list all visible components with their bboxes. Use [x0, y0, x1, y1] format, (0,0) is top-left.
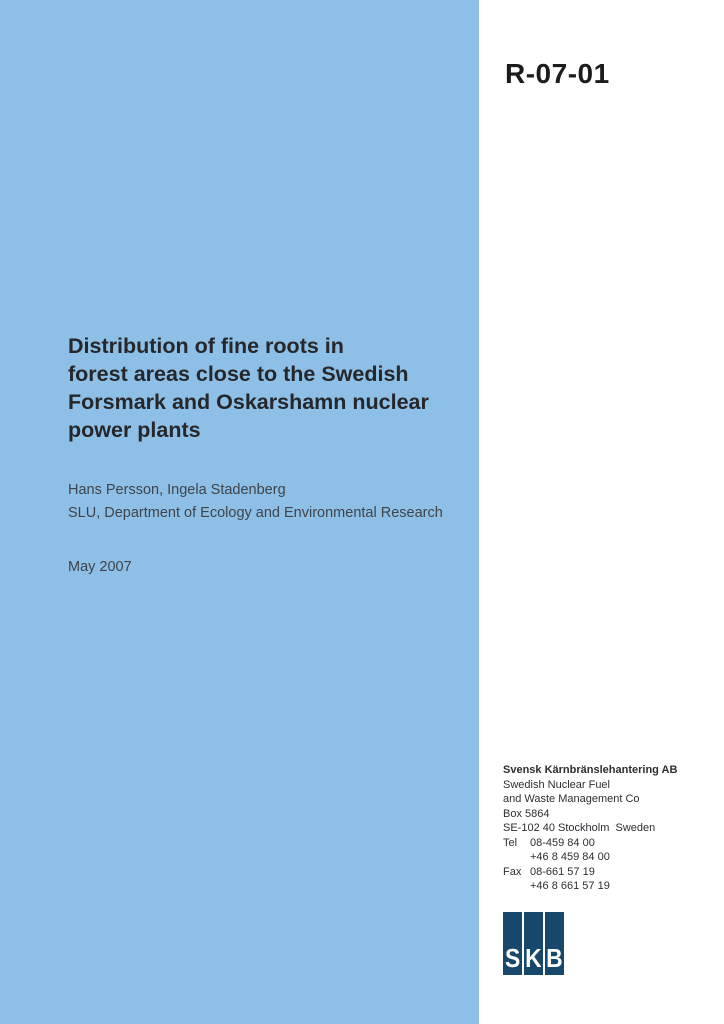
- publisher-address-line: Box 5864: [503, 807, 550, 820]
- skb-logo: [503, 912, 564, 975]
- fax-number-international: +46 8 661 57 19: [530, 880, 610, 892]
- publisher-address-line: SE-102 40 Stockholm Sweden: [503, 822, 656, 834]
- tel-label: Tel: [503, 836, 518, 849]
- skb-logo-letter: K: [525, 943, 542, 973]
- author-affiliation: SLU, Department of Ecology and Environmental Research: [68, 505, 443, 521]
- report-title-line: Forsmark and Oskarshamn nuclear: [68, 390, 429, 414]
- skb-logo-letter: B: [546, 943, 563, 973]
- author-names: Hans Persson, Ingela Stadenberg: [68, 482, 286, 498]
- publisher-address-line: and Waste Management Co: [503, 793, 640, 805]
- report-title: [68, 332, 463, 444]
- fax-label: Fax: [503, 865, 522, 878]
- publisher-info-block: [503, 763, 718, 894]
- skb-logo-letter: S: [504, 943, 521, 973]
- report-title-line: forest areas close to the Swedish: [68, 362, 409, 386]
- skb-logo-bar: [503, 912, 522, 975]
- fax-label-spacer: [503, 879, 530, 894]
- authors-block: [68, 479, 443, 525]
- report-title-line: Distribution of fine roots in: [68, 334, 344, 358]
- skb-logo-bar: [524, 912, 543, 975]
- publisher-name: Svensk Kärnbränslehantering AB: [503, 764, 678, 776]
- report-number: R-07-01: [505, 58, 610, 89]
- publication-date: May 2007: [68, 559, 132, 575]
- tel-number-local: 08-459 84 00: [530, 836, 595, 849]
- report-title-line: power plants: [68, 418, 201, 442]
- telephone-row: [503, 850, 718, 865]
- skb-logo-bar: [545, 912, 564, 975]
- publisher-address-line: Swedish Nuclear Fuel: [503, 778, 610, 791]
- tel-label-spacer: [503, 850, 530, 865]
- tel-number-international: +46 8 459 84 00: [530, 851, 610, 863]
- fax-number-local: 08-661 57 19: [530, 865, 595, 878]
- telephone-row: [503, 836, 718, 851]
- fax-row: [503, 865, 718, 880]
- fax-row: [503, 879, 718, 894]
